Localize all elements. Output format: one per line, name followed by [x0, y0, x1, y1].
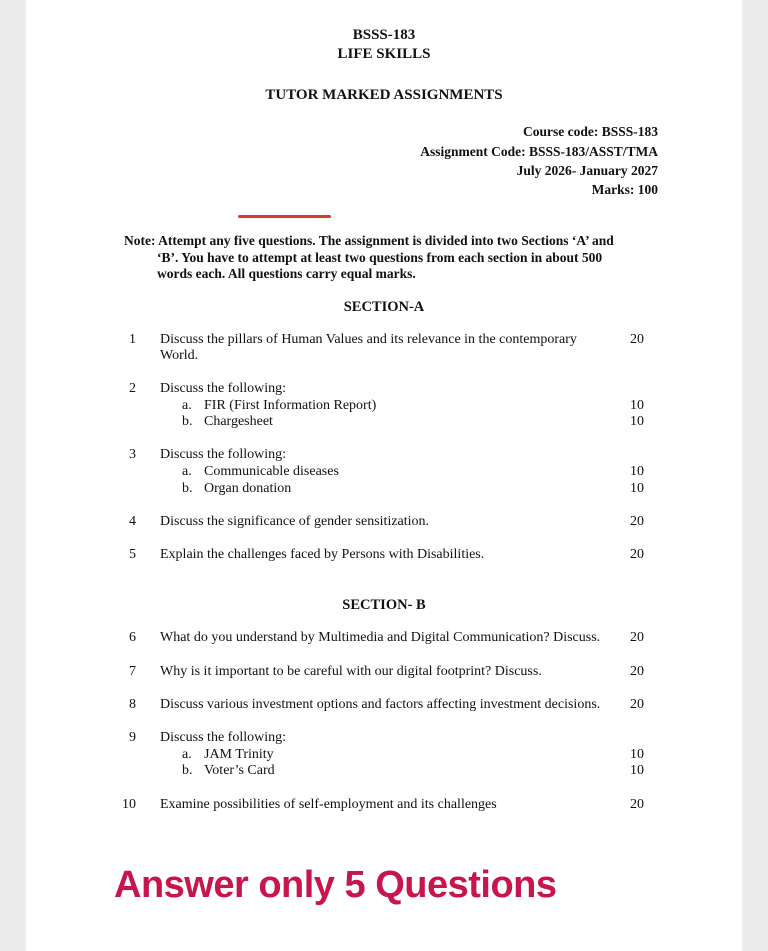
sub-question-label: a. — [182, 398, 192, 413]
question-text: Discuss the following: — [160, 730, 286, 745]
question-number: 8 — [129, 697, 136, 712]
note-line-2: ‘B’. You have to attempt at least two questions from each section in about 500 — [157, 250, 603, 265]
session: July 2026- January 2027 — [516, 163, 658, 178]
sub-question-label: a. — [182, 464, 192, 479]
note-line-3: words each. All questions carry equal marks. — [157, 266, 416, 281]
question-marks: 20 — [630, 697, 644, 712]
course-name: LIFE SKILLS — [337, 46, 431, 62]
question-text: Discuss the pillars of Human Values and its relevance in the contemporary — [160, 332, 577, 347]
question-marks: 20 — [630, 797, 644, 812]
question-text: Why is it important to be careful with our digital footprint? Discuss. — [160, 664, 542, 679]
sub-question-label: b. — [182, 763, 193, 778]
course-code: Course code: BSSS-183 — [522, 124, 658, 139]
sub-question-marks: 10 — [630, 747, 644, 762]
question-text: What do you understand by Multimedia and Digital Communication? Discuss. — [160, 630, 601, 645]
document-page — [26, 0, 742, 951]
question-marks: 20 — [630, 514, 644, 529]
question-number: 4 — [129, 514, 136, 529]
sub-question-text: Voter’s Card — [204, 763, 275, 778]
document-title: TUTOR MARKED ASSIGNMENTS — [265, 87, 503, 103]
sub-question-marks: 10 — [630, 481, 644, 496]
question-text: Examine possibilities of self-employment and its challenges — [160, 797, 497, 812]
question-number: 6 — [129, 630, 136, 645]
question-number: 2 — [129, 381, 136, 396]
question-number: 5 — [129, 547, 136, 562]
question-text: Explain the challenges faced by Persons with Disabilities. — [160, 547, 485, 562]
note-line-1: Note: Attempt any five questions. The assignment is divided into two Sections ‘A’ and — [124, 233, 614, 248]
sub-question-label: b. — [182, 481, 193, 496]
question-number: 1 — [129, 332, 136, 347]
question-number: 3 — [129, 447, 136, 462]
section-b-heading: SECTION- B — [342, 597, 426, 613]
question-number: 9 — [129, 730, 136, 745]
question-text: Discuss the following: — [160, 381, 286, 396]
red-underline-mark — [238, 215, 331, 218]
question-text: Discuss the significance of gender sensitization. — [160, 514, 430, 529]
question-marks: 20 — [630, 332, 644, 347]
sub-question-text: FIR (First Information Report) — [204, 398, 377, 413]
sub-question-text: Organ donation — [204, 481, 292, 496]
sub-question-text: JAM Trinity — [204, 747, 274, 762]
question-number: 7 — [129, 664, 136, 679]
question-text: Discuss various investment options and factors affecting investment decisions. — [160, 697, 601, 712]
assignment-code: Assignment Code: BSSS-183/ASST/TMA — [420, 144, 658, 159]
sub-question-marks: 10 — [630, 414, 644, 429]
question-marks: 20 — [630, 630, 644, 645]
question-number: 10 — [122, 797, 136, 812]
answer-only-five-caption: Answer only 5 Questions — [114, 864, 557, 906]
sub-question-label: b. — [182, 414, 193, 429]
sub-question-marks: 10 — [630, 763, 644, 778]
sub-question-marks: 10 — [630, 398, 644, 413]
sub-question-label: a. — [182, 747, 192, 762]
sub-question-text: Communicable diseases — [204, 464, 339, 479]
total-marks: Marks: 100 — [591, 182, 658, 197]
question-text-continued: World. — [160, 348, 199, 363]
sub-question-text: Chargesheet — [204, 414, 273, 429]
section-a-heading: SECTION-A — [343, 299, 425, 315]
question-marks: 20 — [630, 547, 644, 562]
question-text: Discuss the following: — [160, 447, 286, 462]
course-id: BSSS-183 — [352, 27, 416, 43]
sub-question-marks: 10 — [630, 464, 644, 479]
question-marks: 20 — [630, 664, 644, 679]
